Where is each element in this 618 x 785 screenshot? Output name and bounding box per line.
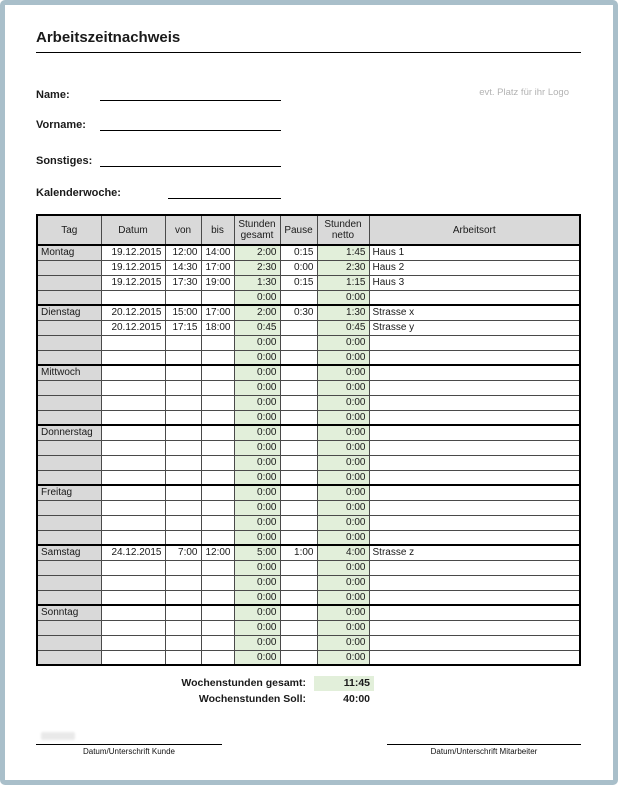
day-cell: Dienstag [37,305,101,320]
bis-cell [201,605,234,620]
von-cell [165,350,201,365]
pause-cell [280,320,317,335]
header-pause: Pause [280,215,317,245]
faint-watermark [41,732,75,740]
day-cell [37,410,101,425]
stunden-gesamt-cell: 0:00 [234,485,280,500]
arbeitsort-cell: Strasse x [369,305,580,320]
datum-cell [101,455,165,470]
stunden-gesamt-cell: 0:00 [234,350,280,365]
pause-cell [280,290,317,305]
datum-cell [101,395,165,410]
day-cell: Sonntag [37,605,101,620]
timesheet-table [36,214,581,666]
bis-cell [201,560,234,575]
datum-cell [101,335,165,350]
pause-cell [280,395,317,410]
stunden-netto-cell: 0:00 [317,290,369,305]
header-stunden-gesamt: Stunden gesamt [234,215,280,245]
pause-cell [280,650,317,665]
day-cell: Samstag [37,545,101,560]
pause-cell [280,410,317,425]
document-page [5,5,613,780]
table-row [37,605,580,620]
signature-employee [387,744,581,756]
day-cell [37,440,101,455]
stunden-netto-cell: 1:45 [317,245,369,260]
pause-cell [280,500,317,515]
arbeitsort-cell [369,575,580,590]
pause-cell [280,530,317,545]
day-cell [37,350,101,365]
kalenderwoche-blank-line [168,183,281,199]
bis-cell [201,335,234,350]
day-cell [37,635,101,650]
stunden-gesamt-cell: 0:00 [234,470,280,485]
datum-cell [101,590,165,605]
arbeitsort-cell [369,395,580,410]
stunden-netto-cell: 0:00 [317,335,369,350]
day-cell [37,320,101,335]
table-row [37,440,580,455]
stunden-netto-cell: 1:15 [317,275,369,290]
stunden-netto-cell: 0:00 [317,395,369,410]
datum-cell [101,620,165,635]
vorname-blank-line [100,115,281,131]
day-cell [37,620,101,635]
stunden-gesamt-cell: 0:00 [234,455,280,470]
bis-cell [201,365,234,380]
datum-cell: 20.12.2015 [101,320,165,335]
arbeitsort-cell [369,365,580,380]
header-arbeitsort: Arbeitsort [369,215,580,245]
bis-cell [201,530,234,545]
stunden-gesamt-cell: 0:00 [234,380,280,395]
von-cell: 12:00 [165,245,201,260]
header-tag: Tag [37,215,101,245]
arbeitsort-cell [369,650,580,665]
stunden-gesamt-cell: 0:00 [234,410,280,425]
datum-cell [101,500,165,515]
bis-cell [201,380,234,395]
table-row [37,245,580,260]
von-cell [165,455,201,470]
pause-cell [280,350,317,365]
pause-cell [280,335,317,350]
stunden-netto-cell: 0:00 [317,590,369,605]
stunden-netto-cell: 0:00 [317,530,369,545]
von-cell: 14:30 [165,260,201,275]
table-row [37,320,580,335]
sonstiges-label: Sonstiges: [36,155,93,167]
arbeitsort-cell: Strasse z [369,545,580,560]
table-row [37,290,580,305]
stunden-gesamt-cell: 2:30 [234,260,280,275]
table-row [37,455,580,470]
arbeitsort-cell [369,620,580,635]
table-header-row [37,215,580,245]
day-cell [37,500,101,515]
day-cell [37,515,101,530]
bis-cell: 17:00 [201,305,234,320]
stunden-netto-cell: 0:00 [317,605,369,620]
von-cell [165,440,201,455]
pause-cell [280,455,317,470]
bis-cell: 12:00 [201,545,234,560]
stunden-netto-cell: 0:00 [317,560,369,575]
arbeitsort-cell [369,410,580,425]
von-cell [165,365,201,380]
day-cell [37,455,101,470]
von-cell: 17:30 [165,275,201,290]
bis-cell [201,410,234,425]
day-cell: Freitag [37,485,101,500]
stunden-netto-cell: 0:00 [317,440,369,455]
stunden-gesamt-cell: 0:00 [234,515,280,530]
stunden-gesamt-cell: 1:30 [234,275,280,290]
table-row [37,515,580,530]
header-stunden-netto: Stunden netto [317,215,369,245]
bis-cell [201,440,234,455]
datum-cell [101,635,165,650]
table-row [37,620,580,635]
name-label: Name: [36,89,70,101]
von-cell [165,575,201,590]
stunden-netto-cell: 0:00 [317,365,369,380]
bis-cell: 17:00 [201,260,234,275]
von-cell [165,650,201,665]
pause-cell: 0:15 [280,275,317,290]
table-row [37,545,580,560]
pause-cell [280,365,317,380]
day-cell [37,650,101,665]
pause-cell [280,380,317,395]
datum-cell [101,470,165,485]
von-cell [165,485,201,500]
pause-cell [280,575,317,590]
von-cell [165,335,201,350]
day-cell [37,530,101,545]
stunden-gesamt-cell: 0:00 [234,395,280,410]
field-kalenderwoche [36,183,613,199]
day-cell [37,590,101,605]
day-cell [37,380,101,395]
stunden-gesamt-cell: 0:00 [234,425,280,440]
bis-cell [201,590,234,605]
von-cell [165,590,201,605]
bis-cell [201,425,234,440]
stunden-netto-cell: 1:30 [317,305,369,320]
arbeitsort-cell [369,515,580,530]
stunden-gesamt-cell: 0:00 [234,290,280,305]
header-bis: bis [201,215,234,245]
stunden-netto-cell: 0:00 [317,500,369,515]
table-row [37,410,580,425]
table-row [37,575,580,590]
arbeitsort-cell [369,485,580,500]
signature-area [36,744,581,756]
stunden-gesamt-cell: 0:45 [234,320,280,335]
von-cell [165,530,201,545]
bis-cell [201,470,234,485]
stunden-netto-cell: 0:00 [317,425,369,440]
pause-cell [280,425,317,440]
stunden-gesamt-cell: 0:00 [234,590,280,605]
table-row [37,395,580,410]
table-row [37,560,580,575]
datum-cell [101,560,165,575]
bis-cell [201,500,234,515]
datum-cell [101,485,165,500]
arbeitsort-cell: Haus 1 [369,245,580,260]
pause-cell: 1:00 [280,545,317,560]
datum-cell [101,605,165,620]
table-row [37,305,580,320]
arbeitsort-cell [369,425,580,440]
bis-cell [201,635,234,650]
bis-cell [201,515,234,530]
datum-cell [101,575,165,590]
arbeitsort-cell [369,560,580,575]
stunden-gesamt-cell: 2:00 [234,305,280,320]
day-cell [37,470,101,485]
bis-cell [201,575,234,590]
stunden-netto-cell: 0:00 [317,515,369,530]
page-title: Arbeitszeitnachweis [36,29,181,46]
datum-cell [101,410,165,425]
arbeitsort-cell [369,605,580,620]
bis-cell [201,350,234,365]
stunden-netto-cell: 0:00 [317,575,369,590]
von-cell: 15:00 [165,305,201,320]
stunden-gesamt-cell: 0:00 [234,335,280,350]
signature-label-employee: Datum/Unterschrift Mitarbeiter [430,747,538,756]
field-sonstiges [36,151,613,167]
arbeitsort-cell [369,635,580,650]
pause-cell: 0:30 [280,305,317,320]
stunden-netto-cell: 0:00 [317,650,369,665]
table-row [37,635,580,650]
stunden-netto-cell: 2:30 [317,260,369,275]
von-cell [165,500,201,515]
stunden-gesamt-cell: 0:00 [234,650,280,665]
von-cell [165,470,201,485]
stunden-gesamt-cell: 0:00 [234,575,280,590]
pause-cell [280,620,317,635]
stunden-netto-cell: 0:00 [317,350,369,365]
arbeitsort-cell: Haus 3 [369,275,580,290]
datum-cell [101,380,165,395]
table-row [37,335,580,350]
bis-cell: 19:00 [201,275,234,290]
day-cell: Montag [37,245,101,260]
stunden-gesamt-cell: 0:00 [234,560,280,575]
arbeitsort-cell [369,470,580,485]
pause-cell [280,605,317,620]
header-datum: Datum [101,215,165,245]
bis-cell [201,290,234,305]
stunden-netto-cell: 0:00 [317,455,369,470]
arbeitsort-cell [369,350,580,365]
datum-cell: 20.12.2015 [101,305,165,320]
arbeitsort-cell [369,590,580,605]
arbeitsort-cell [369,500,580,515]
bis-cell [201,485,234,500]
von-cell [165,380,201,395]
arbeitsort-cell [369,440,580,455]
pause-cell [280,515,317,530]
table-row [37,485,580,500]
datum-cell [101,530,165,545]
table-row [37,650,580,665]
table-row [37,500,580,515]
datum-cell [101,425,165,440]
von-cell [165,290,201,305]
arbeitsort-cell [369,290,580,305]
bis-cell [201,620,234,635]
signature-line-employee [387,744,581,745]
total-gesamt-row [36,676,374,691]
day-cell [37,560,101,575]
stunden-gesamt-cell: 0:00 [234,635,280,650]
datum-cell [101,350,165,365]
table-row [37,275,580,290]
arbeitsort-cell: Haus 2 [369,260,580,275]
timesheet-body [37,245,580,665]
bis-cell: 14:00 [201,245,234,260]
von-cell [165,560,201,575]
arbeitsort-cell: Strasse y [369,320,580,335]
signature-line-customer [36,744,222,745]
table-row [37,350,580,365]
datum-cell [101,515,165,530]
stunden-gesamt-cell: 2:00 [234,245,280,260]
von-cell [165,515,201,530]
total-soll-value: 40:00 [343,693,370,705]
von-cell [165,425,201,440]
stunden-netto-cell: 0:00 [317,635,369,650]
bis-cell: 18:00 [201,320,234,335]
kalenderwoche-label: Kalenderwoche: [36,187,121,199]
bis-cell [201,455,234,470]
table-row [37,365,580,380]
arbeitsort-cell [369,335,580,350]
datum-cell [101,290,165,305]
datum-cell: 19.12.2015 [101,275,165,290]
von-cell [165,635,201,650]
day-cell [37,335,101,350]
totals-section [36,676,374,707]
von-cell [165,410,201,425]
datum-cell: 24.12.2015 [101,545,165,560]
von-cell [165,620,201,635]
pause-cell [280,635,317,650]
vorname-label: Vorname: [36,119,86,131]
von-cell: 7:00 [165,545,201,560]
field-vorname [36,115,613,131]
stunden-gesamt-cell: 0:00 [234,530,280,545]
total-gesamt-value: 11:45 [314,676,374,691]
logo-placeholder-text: evt. Platz für ihr Logo [479,87,569,98]
table-row [37,260,580,275]
sonstiges-blank-line [100,151,281,167]
pause-cell [280,470,317,485]
day-cell [37,395,101,410]
table-row [37,380,580,395]
von-cell [165,605,201,620]
pause-cell: 0:00 [280,260,317,275]
stunden-netto-cell: 0:00 [317,410,369,425]
name-blank-line [100,85,281,101]
day-cell [37,275,101,290]
stunden-gesamt-cell: 0:00 [234,440,280,455]
day-cell [37,575,101,590]
day-cell: Donnerstag [37,425,101,440]
total-soll-label: Wochenstunden Soll: [198,693,306,705]
pause-cell [280,560,317,575]
bis-cell [201,395,234,410]
day-cell [37,290,101,305]
von-cell [165,395,201,410]
stunden-gesamt-cell: 0:00 [234,605,280,620]
datum-cell: 19.12.2015 [101,260,165,275]
stunden-netto-cell: 0:00 [317,380,369,395]
stunden-gesamt-cell: 5:00 [234,545,280,560]
stunden-gesamt-cell: 0:00 [234,365,280,380]
von-cell: 17:15 [165,320,201,335]
signature-label-customer: Datum/Unterschrift Kunde [82,747,176,756]
signature-customer [36,744,222,756]
stunden-netto-cell: 0:00 [317,620,369,635]
header-von: von [165,215,201,245]
datum-cell [101,650,165,665]
total-soll-row [36,692,374,707]
arbeitsort-cell [369,530,580,545]
datum-cell [101,365,165,380]
stunden-gesamt-cell: 0:00 [234,620,280,635]
arbeitsort-cell [369,455,580,470]
table-row [37,425,580,440]
pause-cell [280,440,317,455]
stunden-gesamt-cell: 0:00 [234,500,280,515]
title-divider [36,52,581,53]
stunden-netto-cell: 0:45 [317,320,369,335]
stunden-netto-cell: 0:00 [317,470,369,485]
pause-cell: 0:15 [280,245,317,260]
table-row [37,470,580,485]
total-gesamt-label: Wochenstunden gesamt: [181,677,306,689]
pause-cell [280,485,317,500]
day-cell [37,260,101,275]
table-row [37,590,580,605]
bis-cell [201,650,234,665]
datum-cell [101,440,165,455]
datum-cell: 19.12.2015 [101,245,165,260]
pause-cell [280,590,317,605]
table-row [37,530,580,545]
stunden-netto-cell: 0:00 [317,485,369,500]
arbeitsort-cell [369,380,580,395]
stunden-netto-cell: 4:00 [317,545,369,560]
day-cell: Mittwoch [37,365,101,380]
